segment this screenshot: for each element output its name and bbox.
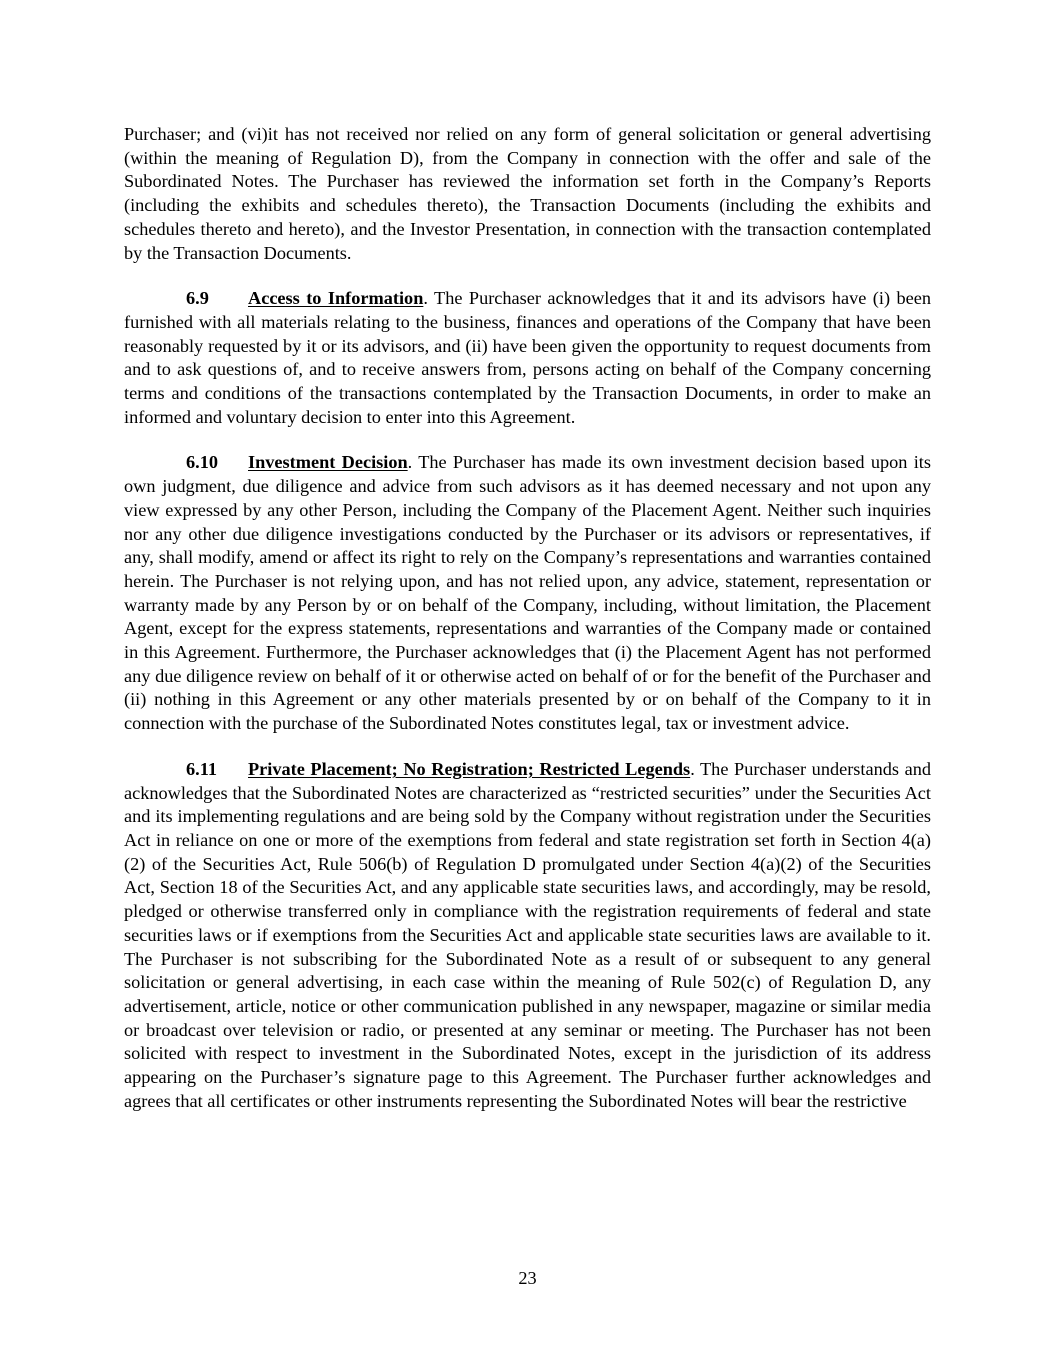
section-body: . The Purchaser understands and acknowledges that the Subordinated Notes are characterized as “restricted securities” under the Securities Act and its implementing regulations and are being sold by the Company without registration under the Securities Act in reliance on one or more of the exemptions from federal and state registration set forth in Section 4(a)(2) of the Securities Act, Rule 506(b) of Regulation D promulgated under Section 4(a)(2) of the Securities Act, Section 18 of the Securities Act, and any applicable state securities laws, and accordingly, may be resold, pledged or otherwise transferred only in compliance with the registration requirements of federal and state securities laws or if exemptions from the Securities Act and applicable state securities laws are available to it. The Purchaser is not subscribing for the Subordinated Note as a result of or subsequent to any general solicitation or general advertising, in each case within the meaning of Rule 502(c) of Regulation D, any advertisement, article, notice or other communication published in any newspaper, magazine or similar media or broadcast over television or radio, or presented at any seminar or meeting. The Purchaser has not been solicited with respect to investment in the Subordinated Notes, except in the jurisdiction of its address appearing on the Purchaser’s signature page to this Agreement. The Purchaser further acknowledges and agrees that all certificates or other instruments representing the Subordinated Notes will bear the restrictive [124, 758, 931, 1111]
section-number: 6.9 [186, 288, 209, 309]
page-number: 23 [518, 1268, 537, 1288]
section-body: . The Purchaser acknowledges that it and its advisors have (i) been furnished with all materials relating to the business, finances and operations of the Company that have been reasonably requested by it or its advisors, and (ii) have been given the opportunity to request documents from and to ask questions of, and to receive answers from, persons acting on behalf of the Company concerning terms and conditions of the transactions contemplated by the Transaction Documents, in order to make an informed and voluntary decision to enter into this Agreement. [124, 288, 931, 427]
section-6-9-paragraph [124, 287, 931, 429]
document-page [124, 123, 931, 1135]
section-title: Private Placement; No Registration; Restricted Legends [248, 758, 691, 779]
section-number: 6.10 [186, 452, 218, 473]
section-number: 6.11 [186, 758, 217, 779]
intro-paragraph: Purchaser; and (vi)it has not received nor relied on any form of general solicitation or general advertising (within the meaning of Regulation D), from the Company in connection with the offer and sale of the Subordinated Notes. The Purchaser has reviewed the information set forth in the Company’s Reports (including the exhibits and schedules thereto), the Transaction Documents (including the exhibits and schedules thereto and hereto), and the Investor Presentation, in connection with the transaction contemplated by the Transaction Documents. [124, 124, 931, 263]
section-6-11-paragraph [124, 758, 931, 1114]
section-title: Investment Decision [248, 452, 408, 473]
section-body: . The Purchaser has made its own investment decision based upon its own judgment, due diligence and advice from such advisors as it has deemed necessary and not upon any view expressed by any other Person, including the Company of the Placement Agent. Neither such inquiries nor any other due diligence investigations conducted by the Purchaser or its advisors or representatives, if any, shall modify, amend or affect its right to rely on the Company’s representations and warranties contained herein. The Purchaser is not relying upon, and has not relied upon, any advice, statement, representation or warranty made by any Person by or on behalf of the Company, including, without limitation, the Placement Agent, except for the express statements, representations and warranties of the Company made or contained in this Agreement. Furthermore, the Purchaser acknowledges that (i) the Placement Agent has not performed any due diligence review on behalf of it or otherwise acted on behalf of or for the benefit of the Purchaser and (ii) nothing in this Agreement or any other materials presented by or on behalf of the Company to it in connection with the purchase of the Subordinated Notes constitutes legal, tax or investment advice. [124, 452, 931, 734]
section-title: Access to Information [248, 288, 424, 309]
section-6-10-paragraph [124, 451, 931, 735]
